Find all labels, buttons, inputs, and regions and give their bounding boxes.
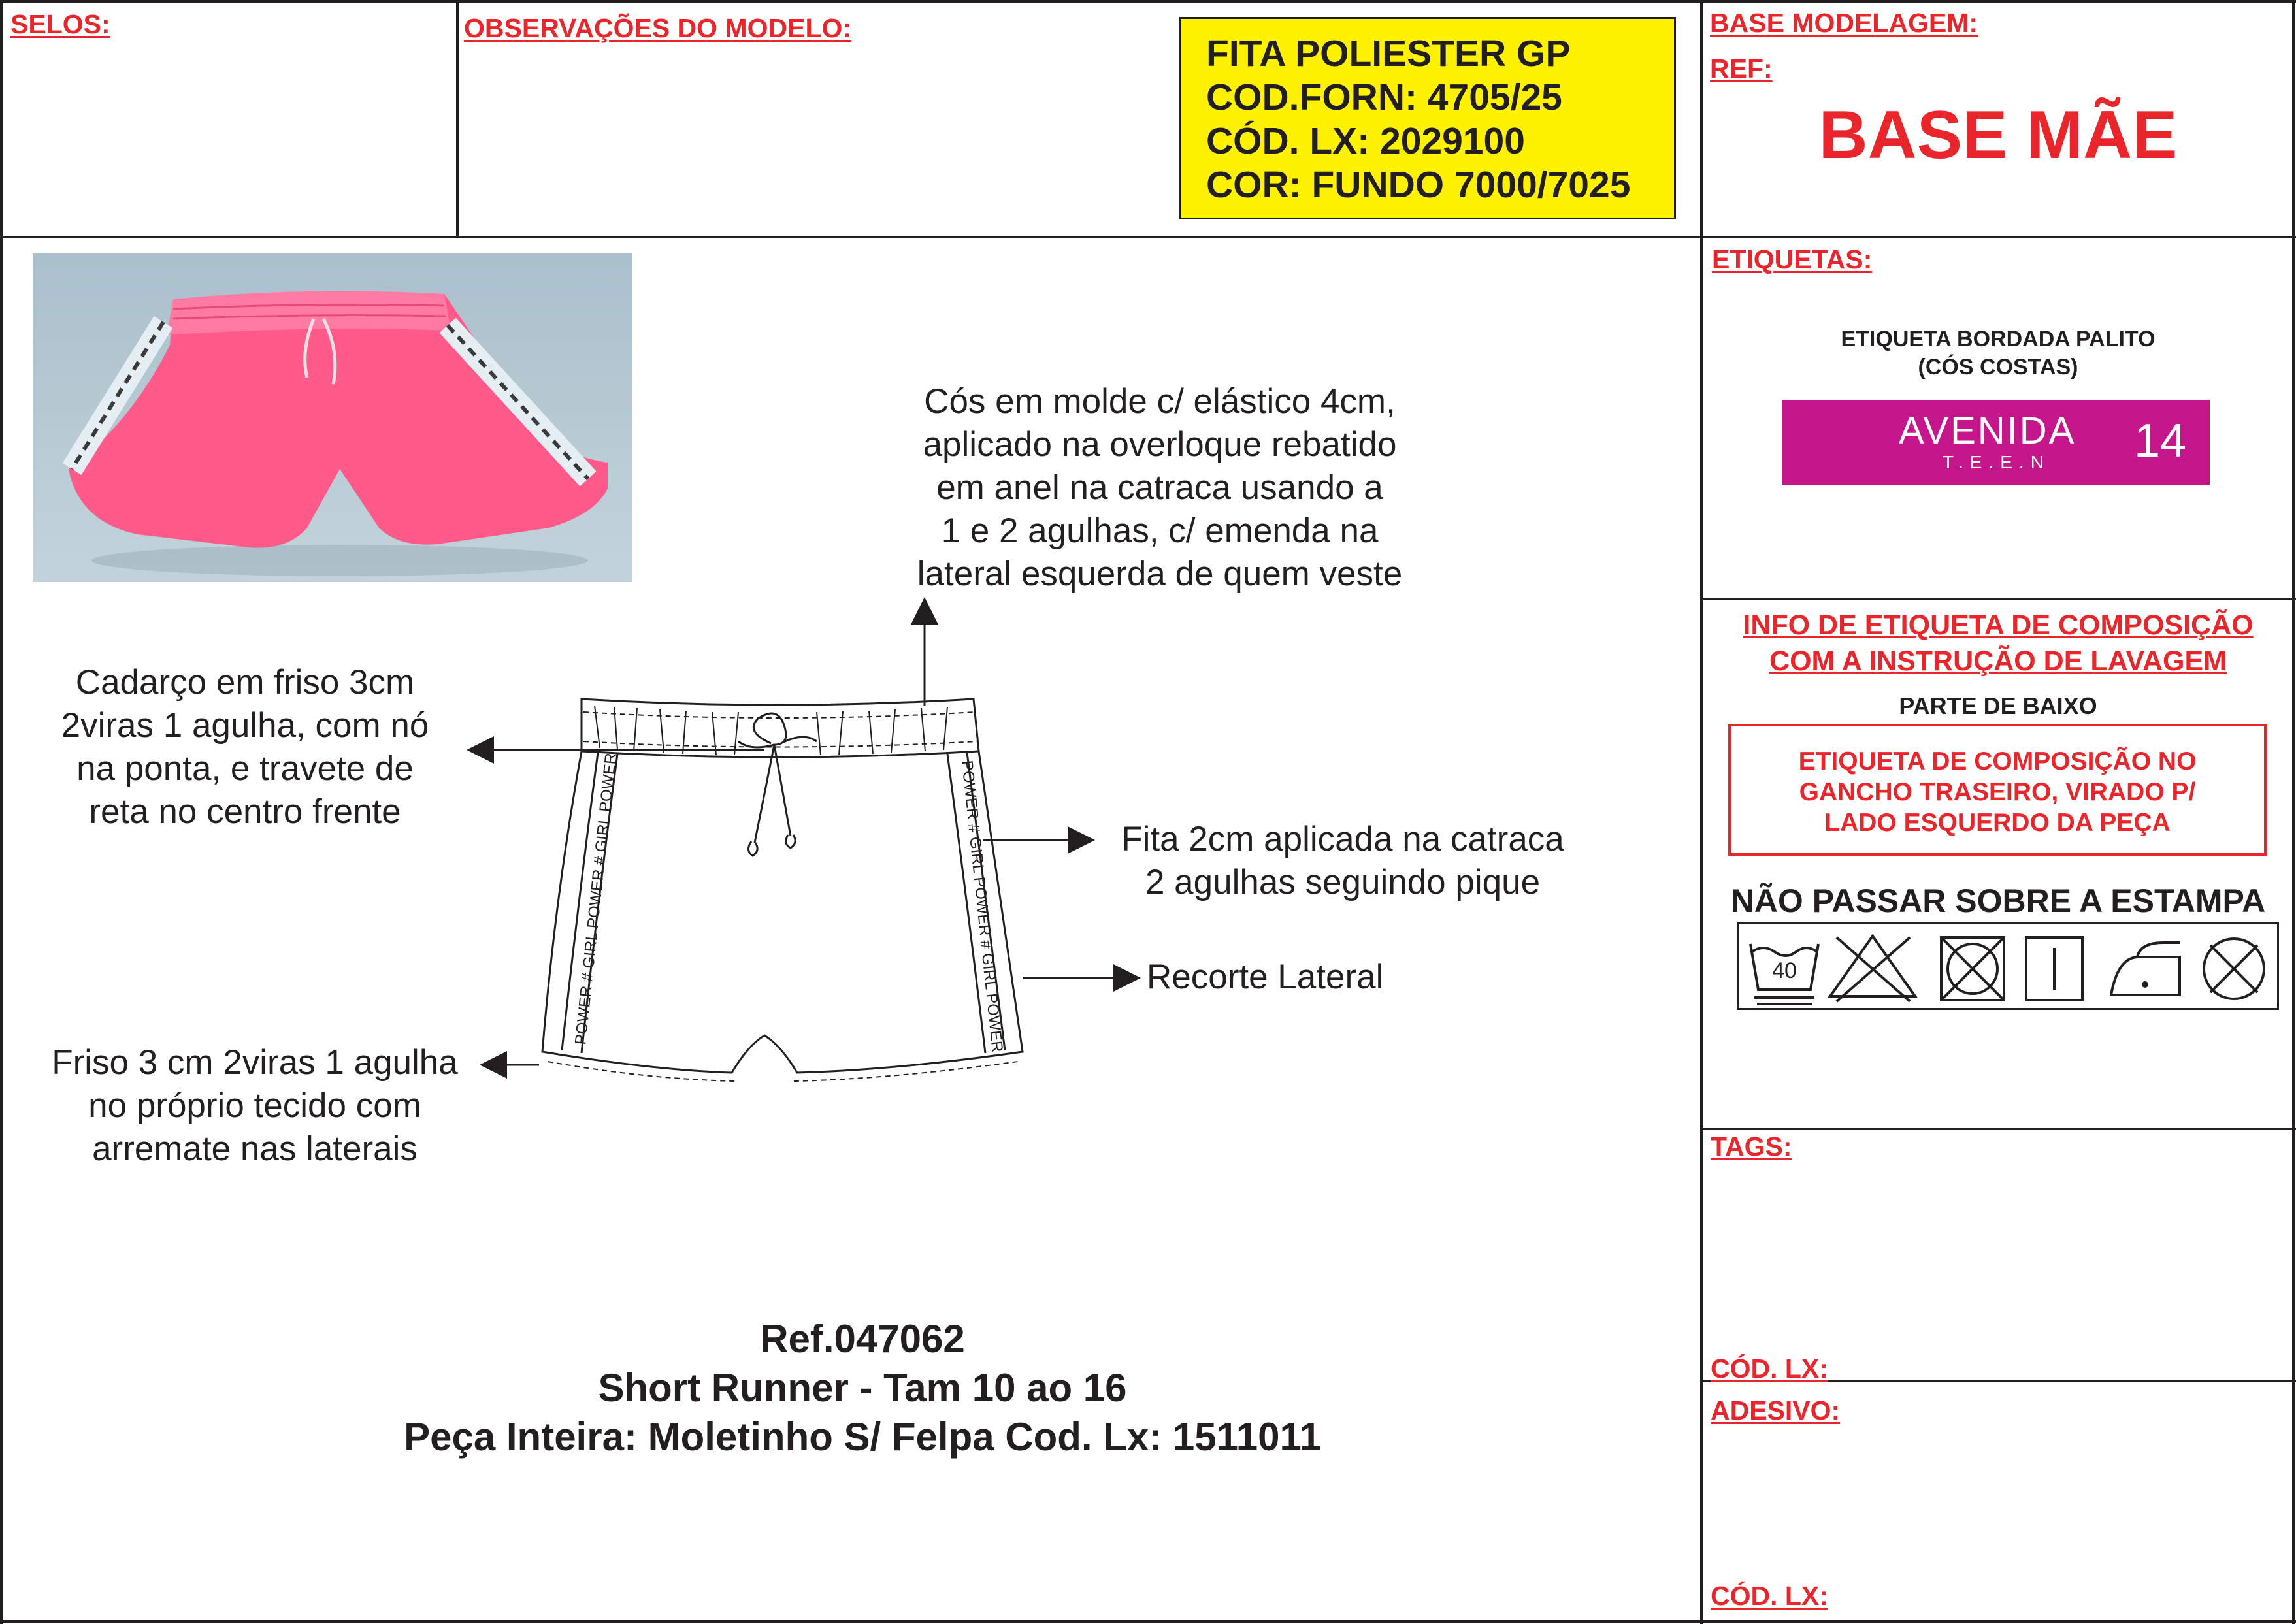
composicao-divider [1700, 1128, 2296, 1130]
etiquetas-label: ETIQUETAS: [1712, 244, 1873, 274]
care-symbols [1739, 924, 2281, 1012]
brand-sub: T.E.E.N [1943, 452, 2050, 472]
comp-box-line-1: ETIQUETA DE COMPOSIÇÃO NO [1798, 747, 2197, 775]
etiqueta-desc-line-1: ETIQUETA BORDADA PALITO [1841, 327, 2156, 351]
ref-label: REF: [1710, 54, 1773, 84]
no-tumble-dry-icon [1941, 937, 2004, 1000]
brand-name: AVENIDA [1899, 410, 2076, 452]
no-dry-clean-icon [2204, 939, 2264, 999]
iron-dot-icon [2142, 981, 2148, 988]
care-symbols-box [1737, 922, 2279, 1010]
etiqueta-desc-line-2: (CÓS COSTAS) [1918, 355, 2078, 380]
fita-line-4: COR: FUNDO 7000/7025 [1206, 164, 1631, 206]
cadarco-line-1: Cadarço em friso 3cm [75, 663, 415, 702]
footer-fabric: Peça Inteira: Moletinho S/ Felpa Cod. Lx: 1511011 [404, 1415, 1321, 1459]
fita-annotation [1098, 818, 1588, 904]
cadarco-line-2: 2viras 1 agulha, com nó [61, 706, 429, 745]
fita-ann-line-2: 2 agulhas seguindo pique [1145, 863, 1541, 901]
friso-annotation [26, 1041, 484, 1171]
cos-line-2: aplicado na overloque rebatido [923, 425, 1397, 464]
fita-line-2: COD.FORN: 4705/25 [1206, 76, 1562, 118]
cadarco-line-3: na ponta, e travete de [76, 749, 414, 788]
cos-line-1: Cós em molde c/ elástico 4cm, [924, 382, 1396, 421]
adesivo-label: ADESIVO: [1711, 1395, 1841, 1425]
right-tape-text: POWER # GIRL POWER # GIRL POWER [958, 759, 1006, 1054]
line-dry-icon [2026, 937, 2082, 1000]
cadarco-line-4: reta no centro frente [89, 792, 401, 831]
composicao-title-line-1: INFO DE ETIQUETA DE COMPOSIÇÃO [1743, 609, 2254, 641]
comp-box-line-3: LADO ESQUERDO DA PEÇA [1824, 809, 2171, 837]
selos-label: SELOS: [10, 9, 110, 39]
recorte-annotation: Recorte Lateral [1147, 958, 1384, 996]
footer-ref: Ref.047062 [760, 1317, 965, 1361]
etiquetas-divider [1700, 598, 2296, 600]
comp-box-line-2: GANCHO TRASEIRO, VIRADO P/ [1799, 778, 2196, 806]
observacoes-label: OBSERVAÇÕES DO MODELO: [464, 13, 852, 43]
brand-number: 14 [2134, 415, 2187, 467]
composicao-box [1728, 724, 2267, 856]
left-tape-text: POWER # GIRL POWER # GIRL POWER [572, 752, 620, 1046]
cos-line-5: lateral esquerda de quem veste [917, 555, 1403, 593]
cos-line-3: em anel na catraca usando a [936, 468, 1383, 507]
fita-line-1: FITA POLIESTER GP [1206, 33, 1571, 74]
etiqueta-description [1700, 325, 2296, 382]
base-title: BASE MÃE [1818, 97, 2178, 173]
adesivo-cod-lx-label: CÓD. LX: [1711, 1581, 1828, 1611]
no-bleach-icon [1830, 936, 1915, 1001]
cadarco-annotation [33, 661, 457, 834]
parte-label: PARTE DE BAIXO [1899, 692, 2097, 719]
fita-line-3: CÓD. LX: 2029100 [1206, 120, 1525, 162]
fita-ann-line-1: Fita 2cm aplicada na catraca [1121, 820, 1564, 858]
footer-model: Short Runner - Tam 10 ao 16 [598, 1366, 1127, 1410]
friso-line-1: Friso 3 cm 2viras 1 agulha [52, 1043, 458, 1082]
friso-line-3: arremate nas laterais [92, 1129, 418, 1168]
tags-label: TAGS: [1711, 1131, 1792, 1161]
tags-cod-lx-label: CÓD. LX: [1711, 1354, 1828, 1384]
composicao-title [1700, 608, 2296, 679]
friso-line-2: no próprio tecido com [88, 1086, 421, 1125]
cos-line-4: 1 e 2 agulhas, c/ emenda na [941, 512, 1379, 550]
brand-label [1782, 400, 2210, 485]
wash-temp: 40 [1772, 958, 1797, 983]
cos-annotation [810, 380, 1509, 596]
base-modelagem-label: BASE MODELAGEM: [1710, 8, 1978, 38]
nao-passar-warning: NÃO PASSAR SOBRE A ESTAMPA [1730, 883, 2266, 919]
composicao-title-line-2: COM A INSTRUÇÃO DE LAVAGEM [1769, 645, 2227, 677]
